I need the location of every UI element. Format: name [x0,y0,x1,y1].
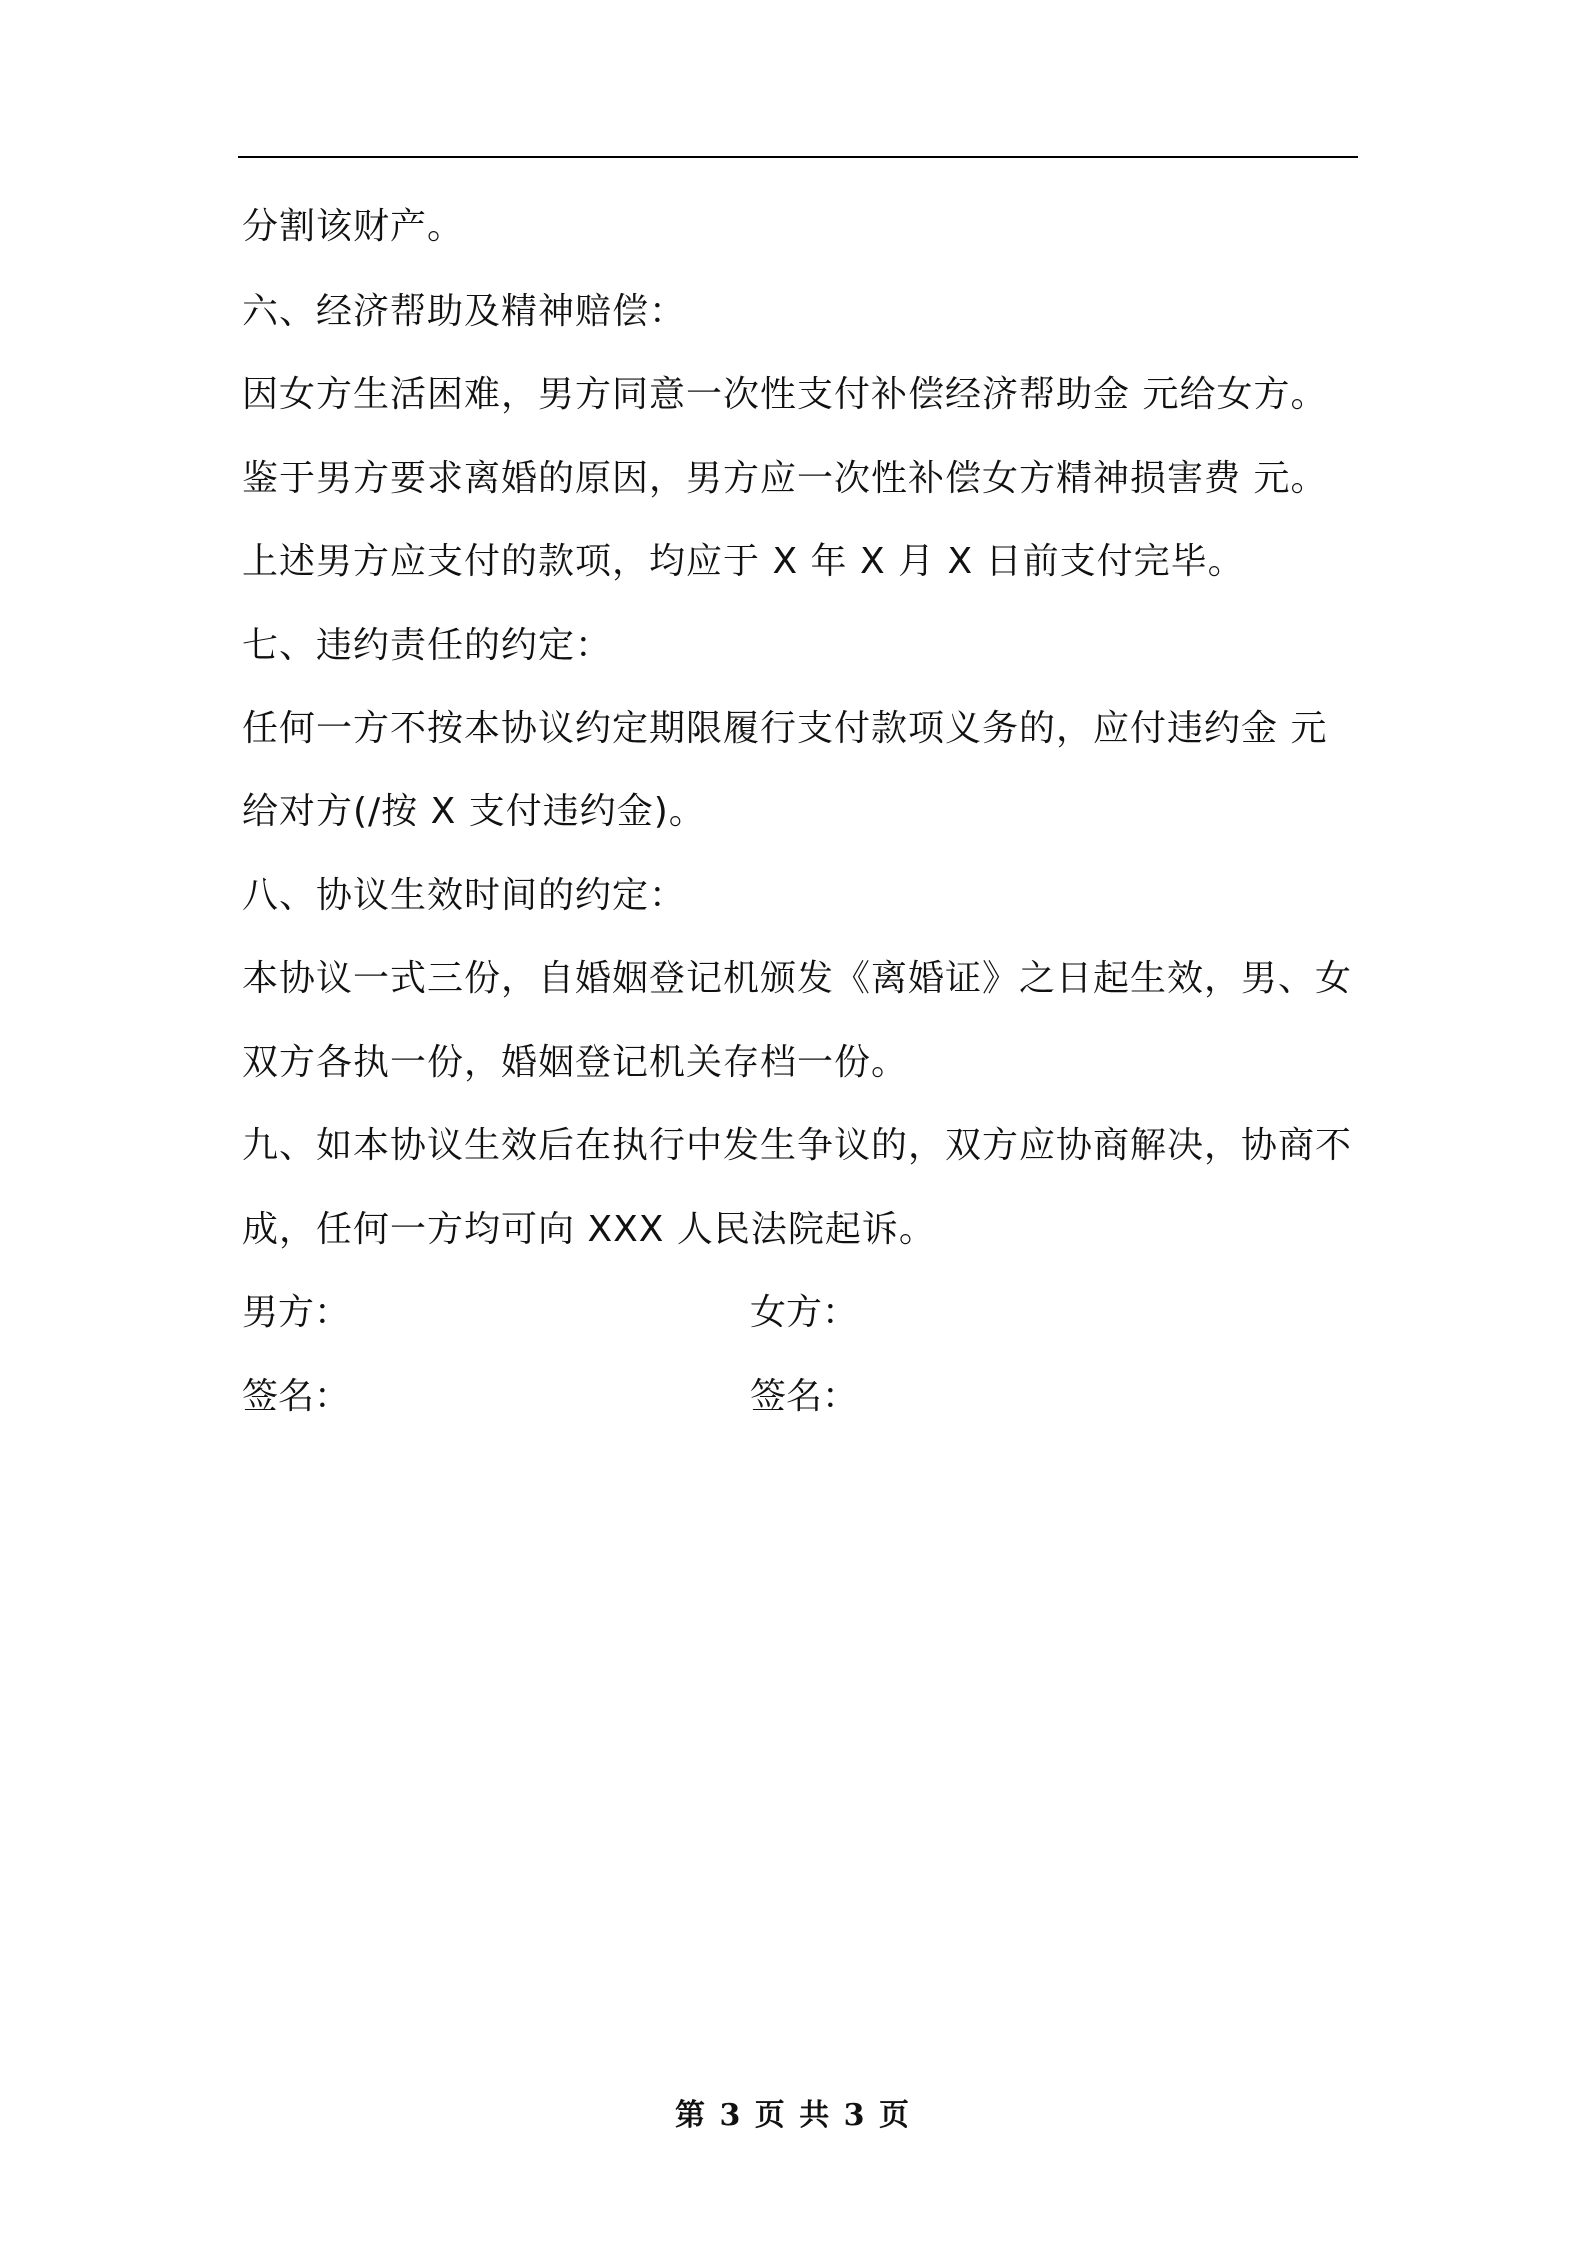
male-signature-label: 签名： [242,1376,351,1417]
paragraph-line-7: 任何一方不按本协议约定期限履行支付款项义务的，应付违约金 元 [242,708,1328,749]
paragraph-line-8: 给对方(/按 X 支付违约金)。 [242,791,706,832]
paragraph-line-5: 上述男方应支付的款项，均应于 X 年 X 月 X 日前支付完毕。 [242,541,1245,582]
paragraph-line-10: 本协议一式三份，自婚姻登记机颁发《离婚证》之日起生效，男、女 [242,958,1353,999]
section-heading-8: 八、协议生效时间的约定： [242,875,687,916]
paragraph-line-13: 成，任何一方均可向 XXX 人民法院起诉。 [242,1209,936,1250]
paragraph-line-4: 鉴于男方要求离婚的原因，男方应一次性补偿女方精神损害费 元。 [242,458,1328,499]
female-signature-label: 签名： [750,1376,859,1417]
page-indicator: 第 3 页 共 3 页 [675,2098,911,2133]
male-party-label: 男方： [242,1292,351,1333]
female-party-label: 女方： [750,1292,859,1333]
paragraph-line-1: 分割该财产。 [242,206,465,247]
header-rule [238,156,1358,158]
section-heading-6: 六、经济帮助及精神赔偿： [242,291,687,332]
section-heading-7: 七、违约责任的约定： [242,625,613,666]
section-heading-9: 九、如本协议生效后在执行中发生争议的，双方应协商解决，协商不 [242,1125,1353,1166]
paragraph-line-11: 双方各执一份，婚姻登记机关存档一份。 [242,1042,909,1083]
paragraph-line-3: 因女方生活困难，男方同意一次性支付补偿经济帮助金 元给女方。 [242,374,1328,415]
